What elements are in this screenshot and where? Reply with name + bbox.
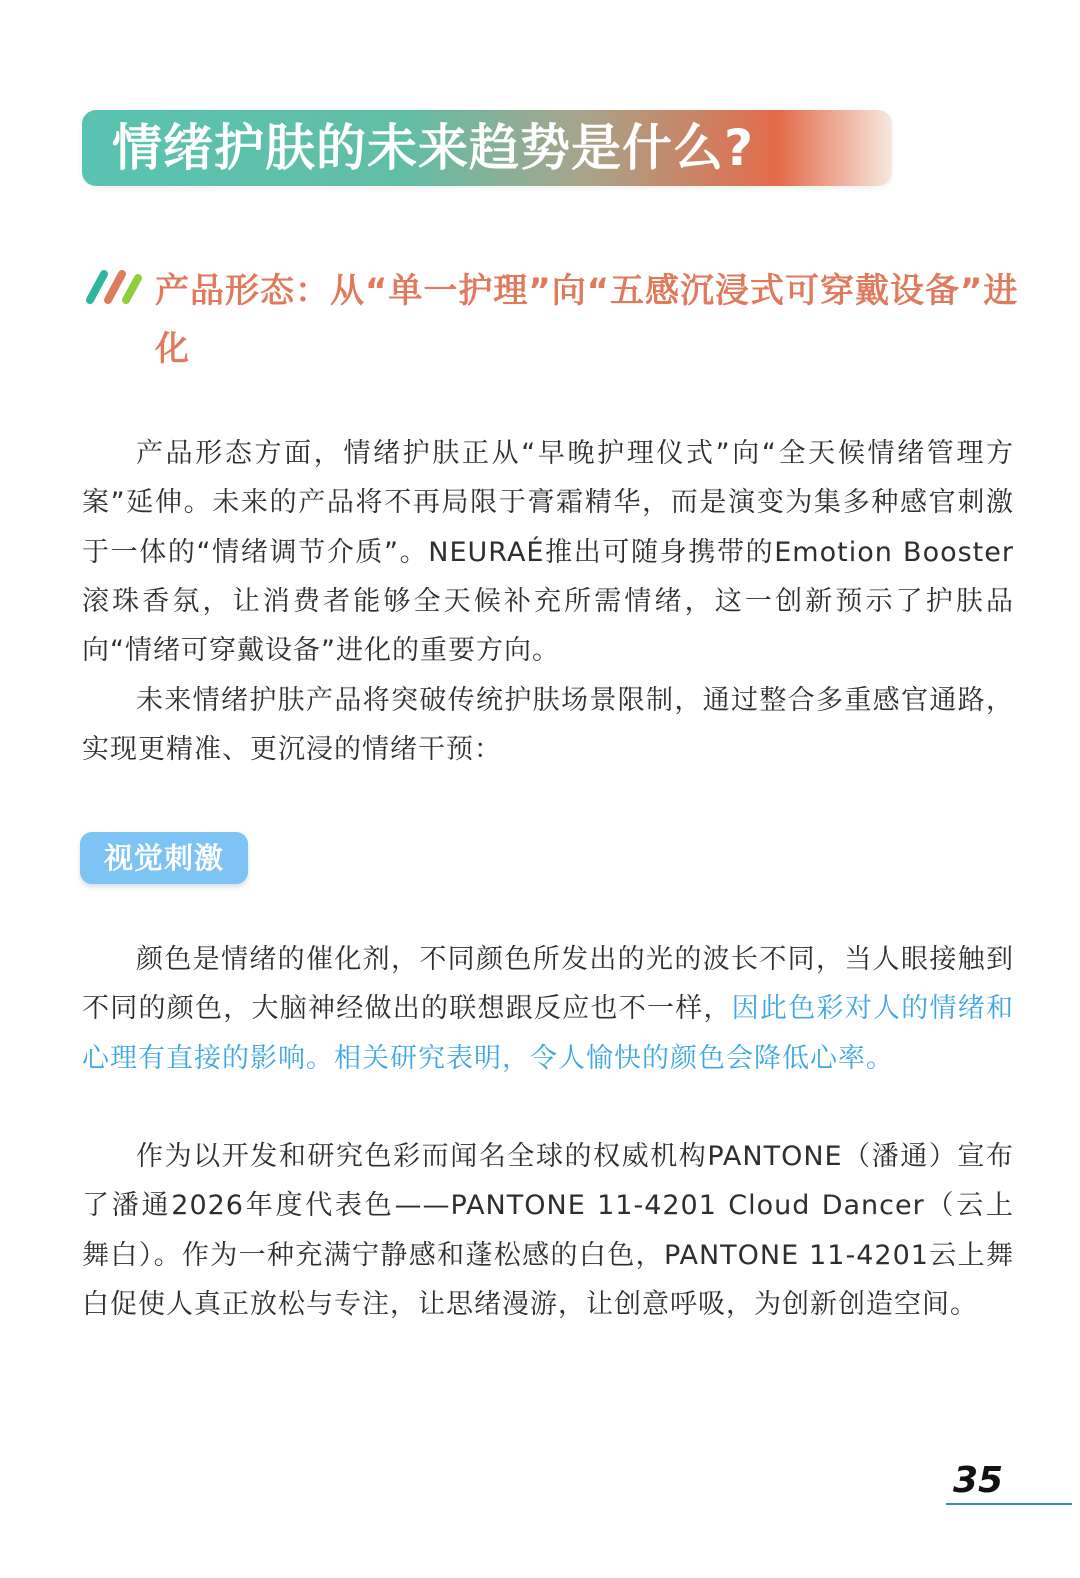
page-number-rule xyxy=(946,1503,1072,1505)
paragraph-sensory-channels: 未来情绪护肤产品将突破传统护肤场景限制，通过整合多重感官通路，实现更精准、更沉浸的情绪干预： xyxy=(82,685,1014,766)
page-number: 35 xyxy=(952,1460,1004,1501)
triple-slash-icon xyxy=(84,266,144,306)
highlighted-research-text: 因此色彩对人的情绪和心理有直接的影响。相关研究表明，令人愉快的颜色会降低心率。 xyxy=(82,993,1014,1074)
paragraph-color-emotion xyxy=(82,935,1014,1083)
paragraph-product-form: 产品形态方面，情绪护肤正从“早晚护理仪式”向“全天候情绪管理方案”延伸。未来的产品将不再局限于膏霜精华，而是演变为集多种感官刺激于一体的“情绪调节介质”。NEURAÉ推出可随身携带的Emotion Booster滚珠香氛，让消费者能够全天候补充所需情绪，这一创新预示了护肤品向“情绪可穿戴设备”进化的重要方向。 xyxy=(82,438,1014,667)
color-emotion-text: 颜色是情绪的催化剂，不同颜色所发出的光的波长不同，当人眼接触到不同的颜色，大脑神经做出的联想跟反应也不一样， xyxy=(82,944,1014,1025)
paragraph-pantone: 作为以开发和研究色彩而闻名全球的权威机构PANTONE（潘通）宣布了潘通2026年度代表色——PANTONE 11-4201 Cloud Dancer（云上舞白）。作为一种充满宁静感和蓬松感的白色，PANTONE 11-4201云上舞白促使人真正放松与专注，让思绪漫游，让创意呼吸，为创新创造空间。 xyxy=(82,1141,1014,1320)
section-heading: 产品形态：从“单一护理”向“五感沉浸式可穿戴设备”进化 xyxy=(155,271,1019,369)
visual-stimulus-tag: 视觉刺激 xyxy=(80,832,248,884)
page-title: 情绪护肤的未来趋势是什么? xyxy=(112,119,755,177)
